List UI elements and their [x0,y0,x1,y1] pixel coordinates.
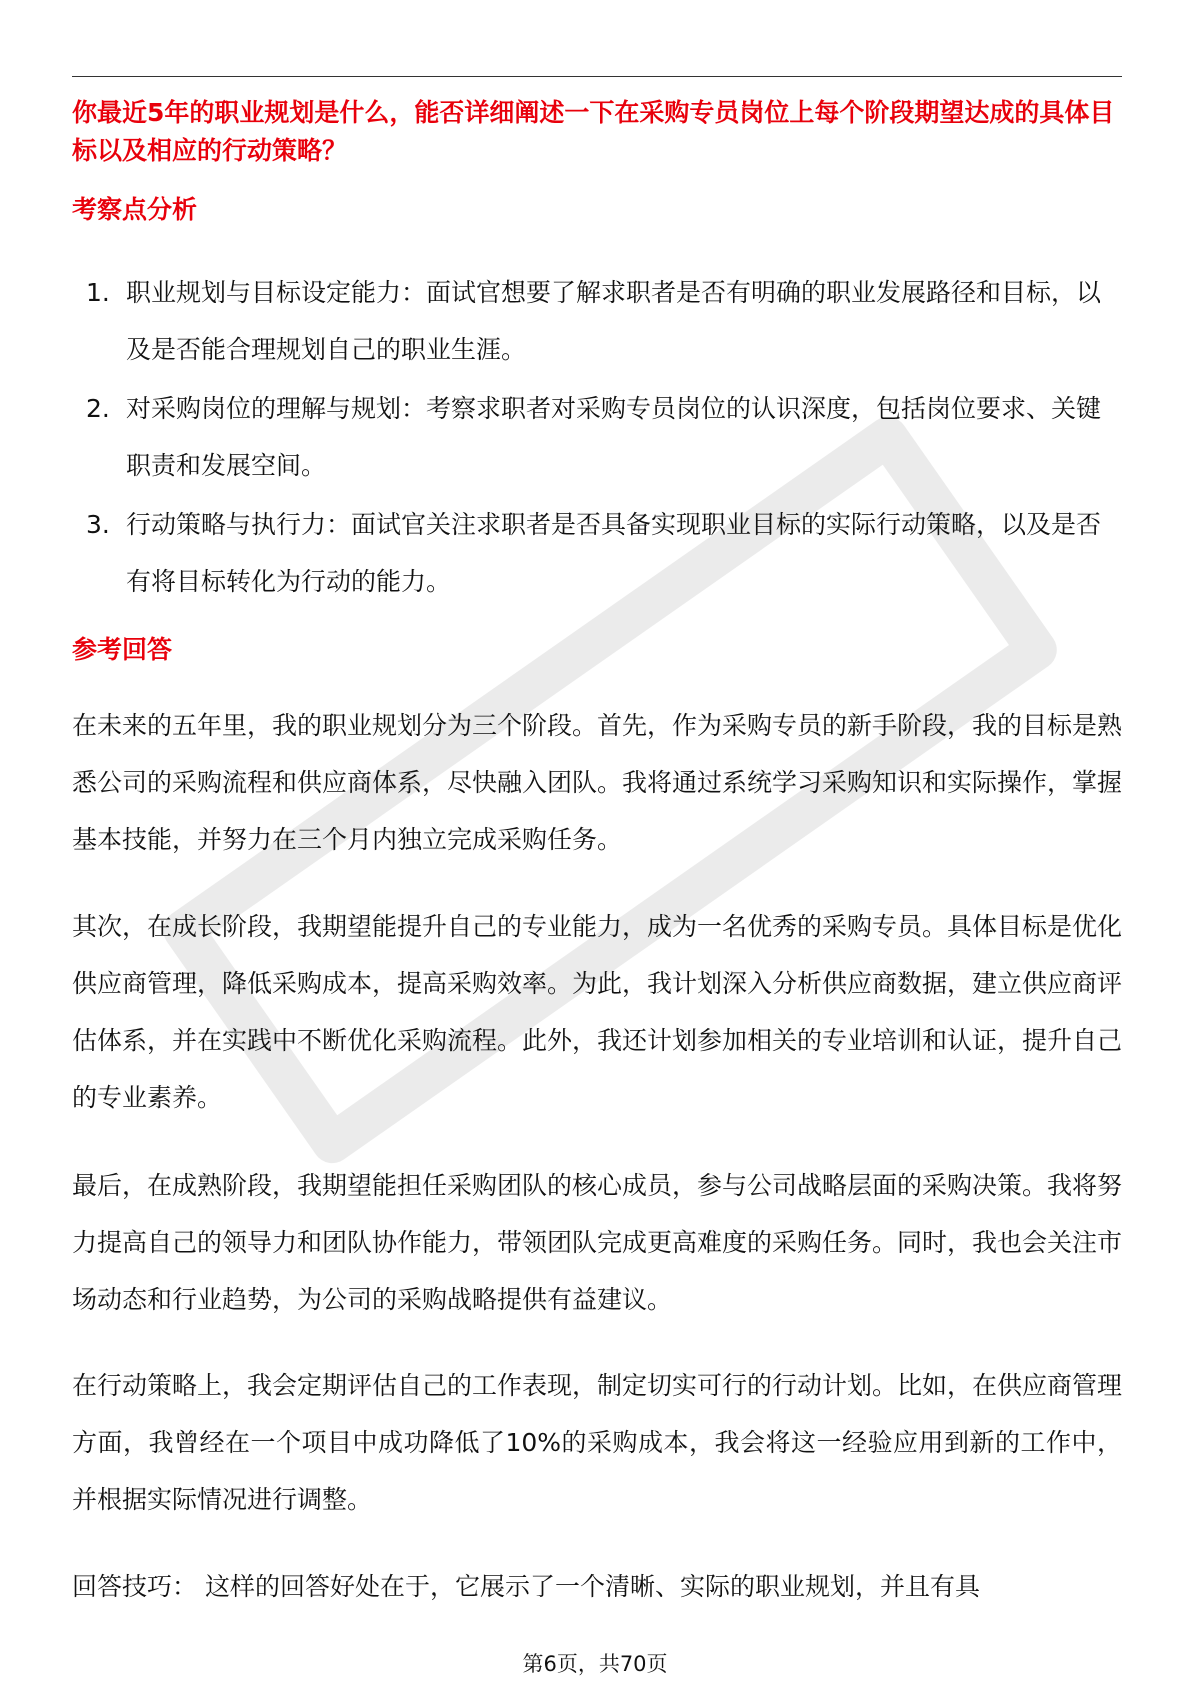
analysis-heading: 考察点分析 [72,195,198,224]
answer-paragraph: 在未来的五年里，我的职业规划分为三个阶段。首先，作为采购专员的新手阶段，我的目标是熟悉公司的采购流程和供应商体系，尽快融入团队。我将通过系统学习采购知识和实际操作，掌握基本技能，并努力在三个月内独立完成采购任务。 [72,711,1123,854]
top-rule [72,76,1122,77]
document-page [72,0,1122,1684]
list-item [72,380,1122,494]
list-text: 行动策略与执行力：面试官关注求职者是否具备实现职业目标的实际行动策略，以及是否有将目标转化为行动的能力。 [126,510,1102,596]
tips-paragraph: 回答技巧： 这样的回答好处在于，它展示了一个清晰、实际的职业规划，并且有具 [72,1572,980,1601]
list-text: 职业规划与目标设定能力：面试官想要了解求职者是否有明确的职业发展路径和目标，以及是否能合理规划自己的职业生涯。 [126,278,1102,364]
list-text: 对采购岗位的理解与规划：考察求职者对采购专员岗位的认识深度，包括岗位要求、关键职责和发展空间。 [126,394,1102,480]
list-number: 2. [86,394,110,423]
list-number: 3. [86,510,110,539]
answer-paragraph: 最后，在成熟阶段，我期望能担任采购团队的核心成员，参与公司战略层面的采购决策。我将努力提高自己的领导力和团队协作能力，带领团队完成更高难度的采购任务。同时，我也会关注市场动态和行业趋势，为公司的采购战略提供有益建议。 [72,1171,1123,1314]
list-number: 1. [86,278,110,307]
answer-heading: 参考回答 [72,635,173,664]
answer-paragraph: 其次，在成长阶段，我期望能提升自己的专业能力，成为一名优秀的采购专员。具体目标是优化供应商管理，降低采购成本，提高采购效率。为此，我计划深入分析供应商数据，建立供应商评估体系，并在实践中不断优化采购流程。此外，我还计划参加相关的专业培训和认证，提升自己的专业素养。 [72,912,1123,1112]
question-heading: 你最近5年的职业规划是什么，能否详细阐述一下在采购专员岗位上每个阶段期望达成的具体目标以及相应的行动策略？ [72,98,1115,165]
analysis-list [72,264,1122,612]
page-footer: 第6页，共70页 [522,1652,668,1676]
list-item [72,264,1122,378]
list-item [72,496,1122,610]
answer-paragraph: 在行动策略上，我会定期评估自己的工作表现，制定切实可行的行动计划。比如，在供应商管理方面，我曾经在一个项目中成功降低了10%的采购成本，我会将这一经验应用到新的工作中，并根据实际情况进行调整。 [72,1371,1123,1514]
